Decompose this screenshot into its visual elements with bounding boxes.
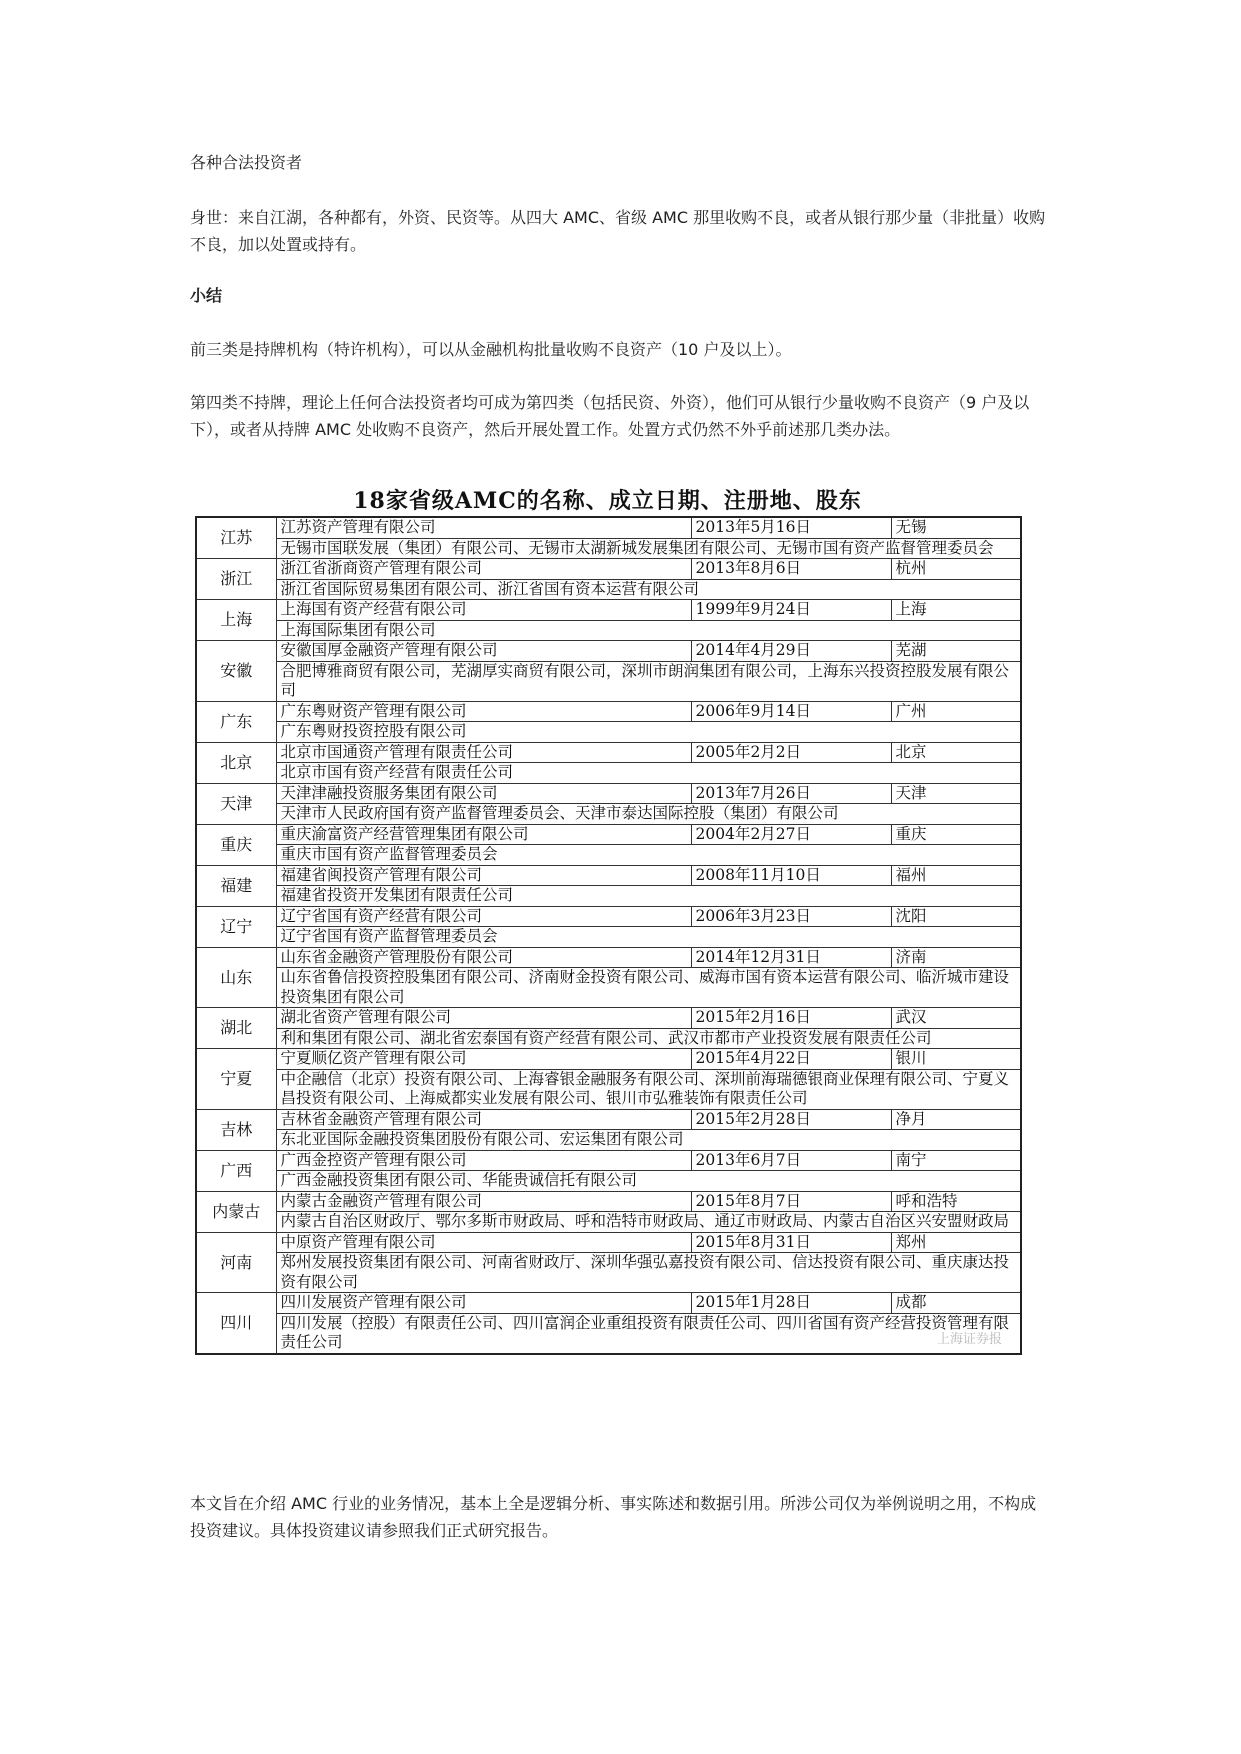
table-row [196, 538, 1021, 559]
paragraph-investor-type: 各种合法投资者 [190, 153, 303, 172]
established-date-cell: 2006年9月14日 [691, 701, 891, 722]
shareholders-cell: 广东粤财投资控股有限公司 [276, 722, 1021, 743]
company-name-cell: 中原资产管理有限公司 [276, 1232, 691, 1253]
established-date-cell: 2015年4月22日 [691, 1049, 891, 1070]
province-cell: 湖北 [196, 1008, 276, 1049]
table-row [196, 1069, 1021, 1109]
company-name-cell: 安徽国厚金融资产管理有限公司 [276, 641, 691, 662]
company-name-cell: 江苏资产管理有限公司 [276, 517, 691, 538]
table-row [196, 845, 1021, 866]
registered-place-cell: 济南 [891, 947, 1021, 968]
registered-place-cell: 重庆 [891, 824, 1021, 845]
established-date-cell: 2004年2月27日 [691, 824, 891, 845]
shareholders-cell: 福建省投资开发集团有限责任公司 [276, 886, 1021, 907]
company-name-cell: 辽宁省国有资产经营有限公司 [276, 906, 691, 927]
table-row [196, 968, 1021, 1008]
company-name-cell: 广东粤财资产管理有限公司 [276, 701, 691, 722]
table-row [196, 886, 1021, 907]
table-row [196, 763, 1021, 784]
registered-place-cell: 上海 [891, 600, 1021, 621]
company-name-cell: 福建省闽投资产管理有限公司 [276, 865, 691, 886]
registered-place-cell: 福州 [891, 865, 1021, 886]
section-heading-summary: 小结 [190, 286, 223, 305]
established-date-cell: 2015年8月7日 [691, 1191, 891, 1212]
established-date-cell: 2013年7月26日 [691, 783, 891, 804]
amc-table-body [196, 517, 1021, 1354]
table-row [196, 947, 1021, 968]
table-title: 18家省级AMC的名称、成立日期、注册地、股东 [353, 488, 862, 514]
registered-place-cell: 杭州 [891, 559, 1021, 580]
paragraph-disclaimer: 本文旨在介绍 AMC 行业的业务情况，基本上全是逻辑分析、事实陈述和数据引用。所涉公司仅为举例说明之用，不构成投资建议。具体投资建议请参照我们正式研究报告。 [190, 1494, 1037, 1540]
established-date-cell: 1999年9月24日 [691, 600, 891, 621]
company-name-cell: 北京市国通资产管理有限责任公司 [276, 742, 691, 763]
registered-place-cell: 北京 [891, 742, 1021, 763]
table-row [196, 1232, 1021, 1253]
table-row [196, 559, 1021, 580]
province-cell: 天津 [196, 783, 276, 824]
company-name-cell: 重庆渝富资产经营管理集团有限公司 [276, 824, 691, 845]
company-name-cell: 浙江省浙商资产管理有限公司 [276, 559, 691, 580]
table-row [196, 1171, 1021, 1192]
shareholders-cell: 东北亚国际金融投资集团股份有限公司、宏运集团有限公司 [276, 1130, 1021, 1151]
table-row [196, 517, 1021, 538]
table-row [196, 579, 1021, 600]
table-row [196, 865, 1021, 886]
paragraph-background: 身世：来自江湖，各种都有，外资、民资等。从四大 AMC、省级 AMC 那里收购不良，或者从银行那少量（非批量）收购不良，加以处置或持有。 [190, 208, 1046, 254]
province-cell: 四川 [196, 1293, 276, 1354]
province-cell: 广西 [196, 1150, 276, 1191]
established-date-cell: 2014年12月31日 [691, 947, 891, 968]
registered-place-cell: 郑州 [891, 1232, 1021, 1253]
registered-place-cell: 成都 [891, 1293, 1021, 1314]
table-row [196, 906, 1021, 927]
company-name-cell: 山东省金融资产管理股份有限公司 [276, 947, 691, 968]
company-name-cell: 内蒙古金融资产管理有限公司 [276, 1191, 691, 1212]
shareholders-cell: 四川发展（控股）有限责任公司、四川富润企业重组投资有限责任公司、四川省国有资产经营投资管理有限责任公司 [276, 1313, 1021, 1354]
table-row [196, 1191, 1021, 1212]
table-row [196, 783, 1021, 804]
shareholders-cell: 中企融信（北京）投资有限公司、上海睿银金融服务有限公司、深圳前海瑞德银商业保理有限公司、宁夏义昌投资有限公司、上海威都实业发展有限公司、银川市弘雅装饰有限责任公司 [276, 1069, 1021, 1109]
province-cell: 福建 [196, 865, 276, 906]
established-date-cell: 2013年8月6日 [691, 559, 891, 580]
registered-place-cell: 银川 [891, 1049, 1021, 1070]
watermark: 上海证券报 [936, 1331, 1002, 1347]
table-row [196, 620, 1021, 641]
amc-table [195, 516, 1022, 1355]
table-row [196, 804, 1021, 825]
established-date-cell: 2005年2月2日 [691, 742, 891, 763]
company-name-cell: 湖北省资产管理有限公司 [276, 1008, 691, 1029]
shareholders-cell: 浙江省国际贸易集团有限公司、浙江省国有资本运营有限公司 [276, 579, 1021, 600]
shareholders-cell: 上海国际集团有限公司 [276, 620, 1021, 641]
shareholders-cell: 天津市人民政府国有资产监督管理委员会、天津市泰达国际控股（集团）有限公司 [276, 804, 1021, 825]
registered-place-cell: 南宁 [891, 1150, 1021, 1171]
registered-place-cell: 天津 [891, 783, 1021, 804]
shareholders-cell: 重庆市国有资产监督管理委员会 [276, 845, 1021, 866]
company-name-cell: 吉林省金融资产管理有限公司 [276, 1109, 691, 1130]
province-cell: 北京 [196, 742, 276, 783]
province-cell: 吉林 [196, 1109, 276, 1150]
registered-place-cell: 净月 [891, 1109, 1021, 1130]
table-row [196, 742, 1021, 763]
company-name-cell: 天津津融投资服务集团有限公司 [276, 783, 691, 804]
shareholders-cell: 辽宁省国有资产监督管理委员会 [276, 927, 1021, 948]
table-row [196, 1253, 1021, 1293]
established-date-cell: 2013年5月16日 [691, 517, 891, 538]
province-cell: 山东 [196, 947, 276, 1008]
table-row [196, 1109, 1021, 1130]
shareholders-cell: 利和集团有限公司、湖北省宏泰国有资产经营有限公司、武汉市都市产业投资发展有限责任公司 [276, 1028, 1021, 1049]
province-cell: 江苏 [196, 517, 276, 559]
table-row [196, 1212, 1021, 1233]
amc-table-figure [195, 486, 1020, 1355]
shareholders-cell: 广西金融投资集团有限公司、华能贵诚信托有限公司 [276, 1171, 1021, 1192]
registered-place-cell: 芜湖 [891, 641, 1021, 662]
registered-place-cell: 武汉 [891, 1008, 1021, 1029]
table-row [196, 1008, 1021, 1029]
table-row [196, 641, 1021, 662]
company-name-cell: 上海国有资产经营有限公司 [276, 600, 691, 621]
established-date-cell: 2015年1月28日 [691, 1293, 891, 1314]
established-date-cell: 2006年3月23日 [691, 906, 891, 927]
shareholders-cell: 内蒙古自治区财政厅、鄂尔多斯市财政局、呼和浩特市财政局、通辽市财政局、内蒙古自治区兴安盟财政局 [276, 1212, 1021, 1233]
province-cell: 安徽 [196, 641, 276, 702]
paragraph-licensed-institutions: 前三类是持牌机构（特许机构），可以从金融机构批量收购不良资产（10 户及以上）。 [190, 340, 792, 359]
shareholders-cell: 郑州发展投资集团有限公司、河南省财政厅、深圳华强弘嘉投资有限公司、信达投资有限公司、重庆康达投资有限公司 [276, 1253, 1021, 1293]
established-date-cell: 2015年2月16日 [691, 1008, 891, 1029]
company-name-cell: 四川发展资产管理有限公司 [276, 1293, 691, 1314]
registered-place-cell: 广州 [891, 701, 1021, 722]
company-name-cell: 广西金控资产管理有限公司 [276, 1150, 691, 1171]
established-date-cell: 2014年4月29日 [691, 641, 891, 662]
table-row [196, 600, 1021, 621]
paragraph-unlicensed-investors: 第四类不持牌，理论上任何合法投资者均可成为第四类（包括民资、外资），他们可从银行少量收购不良资产（9 户及以下），或者从持牌 AMC 处收购不良资产，然后开展处置工作。处置方式仍然不外乎前述那几类办法。 [190, 393, 1030, 439]
shareholders-cell: 合肥博雅商贸有限公司，芜湖厚实商贸有限公司，深圳市朗润集团有限公司，上海东兴投资控股发展有限公司 [276, 661, 1021, 701]
established-date-cell: 2008年11月10日 [691, 865, 891, 886]
shareholders-cell: 山东省鲁信投资控股集团有限公司、济南财金投资有限公司、威海市国有资本运营有限公司、临沂城市建设投资集团有限公司 [276, 968, 1021, 1008]
table-row [196, 722, 1021, 743]
shareholders-cell: 北京市国有资产经营有限责任公司 [276, 763, 1021, 784]
table-row [196, 1293, 1021, 1314]
province-cell: 内蒙古 [196, 1191, 276, 1232]
table-row [196, 661, 1021, 701]
established-date-cell: 2015年8月31日 [691, 1232, 891, 1253]
province-cell: 辽宁 [196, 906, 276, 947]
province-cell: 浙江 [196, 559, 276, 600]
registered-place-cell: 呼和浩特 [891, 1191, 1021, 1212]
company-name-cell: 宁夏顺亿资产管理有限公司 [276, 1049, 691, 1070]
table-row [196, 1150, 1021, 1171]
province-cell: 河南 [196, 1232, 276, 1293]
province-cell: 广东 [196, 701, 276, 742]
table-row [196, 1313, 1021, 1354]
table-row [196, 701, 1021, 722]
table-row [196, 927, 1021, 948]
shareholders-cell: 无锡市国联发展（集团）有限公司、无锡市太湖新城发展集团有限公司、无锡市国有资产监督管理委员会 [276, 538, 1021, 559]
established-date-cell: 2015年2月28日 [691, 1109, 891, 1130]
registered-place-cell: 无锡 [891, 517, 1021, 538]
table-row [196, 824, 1021, 845]
province-cell: 宁夏 [196, 1049, 276, 1110]
registered-place-cell: 沈阳 [891, 906, 1021, 927]
province-cell: 上海 [196, 600, 276, 641]
table-row [196, 1028, 1021, 1049]
table-row [196, 1049, 1021, 1070]
province-cell: 重庆 [196, 824, 276, 865]
table-row [196, 1130, 1021, 1151]
established-date-cell: 2013年6月7日 [691, 1150, 891, 1171]
